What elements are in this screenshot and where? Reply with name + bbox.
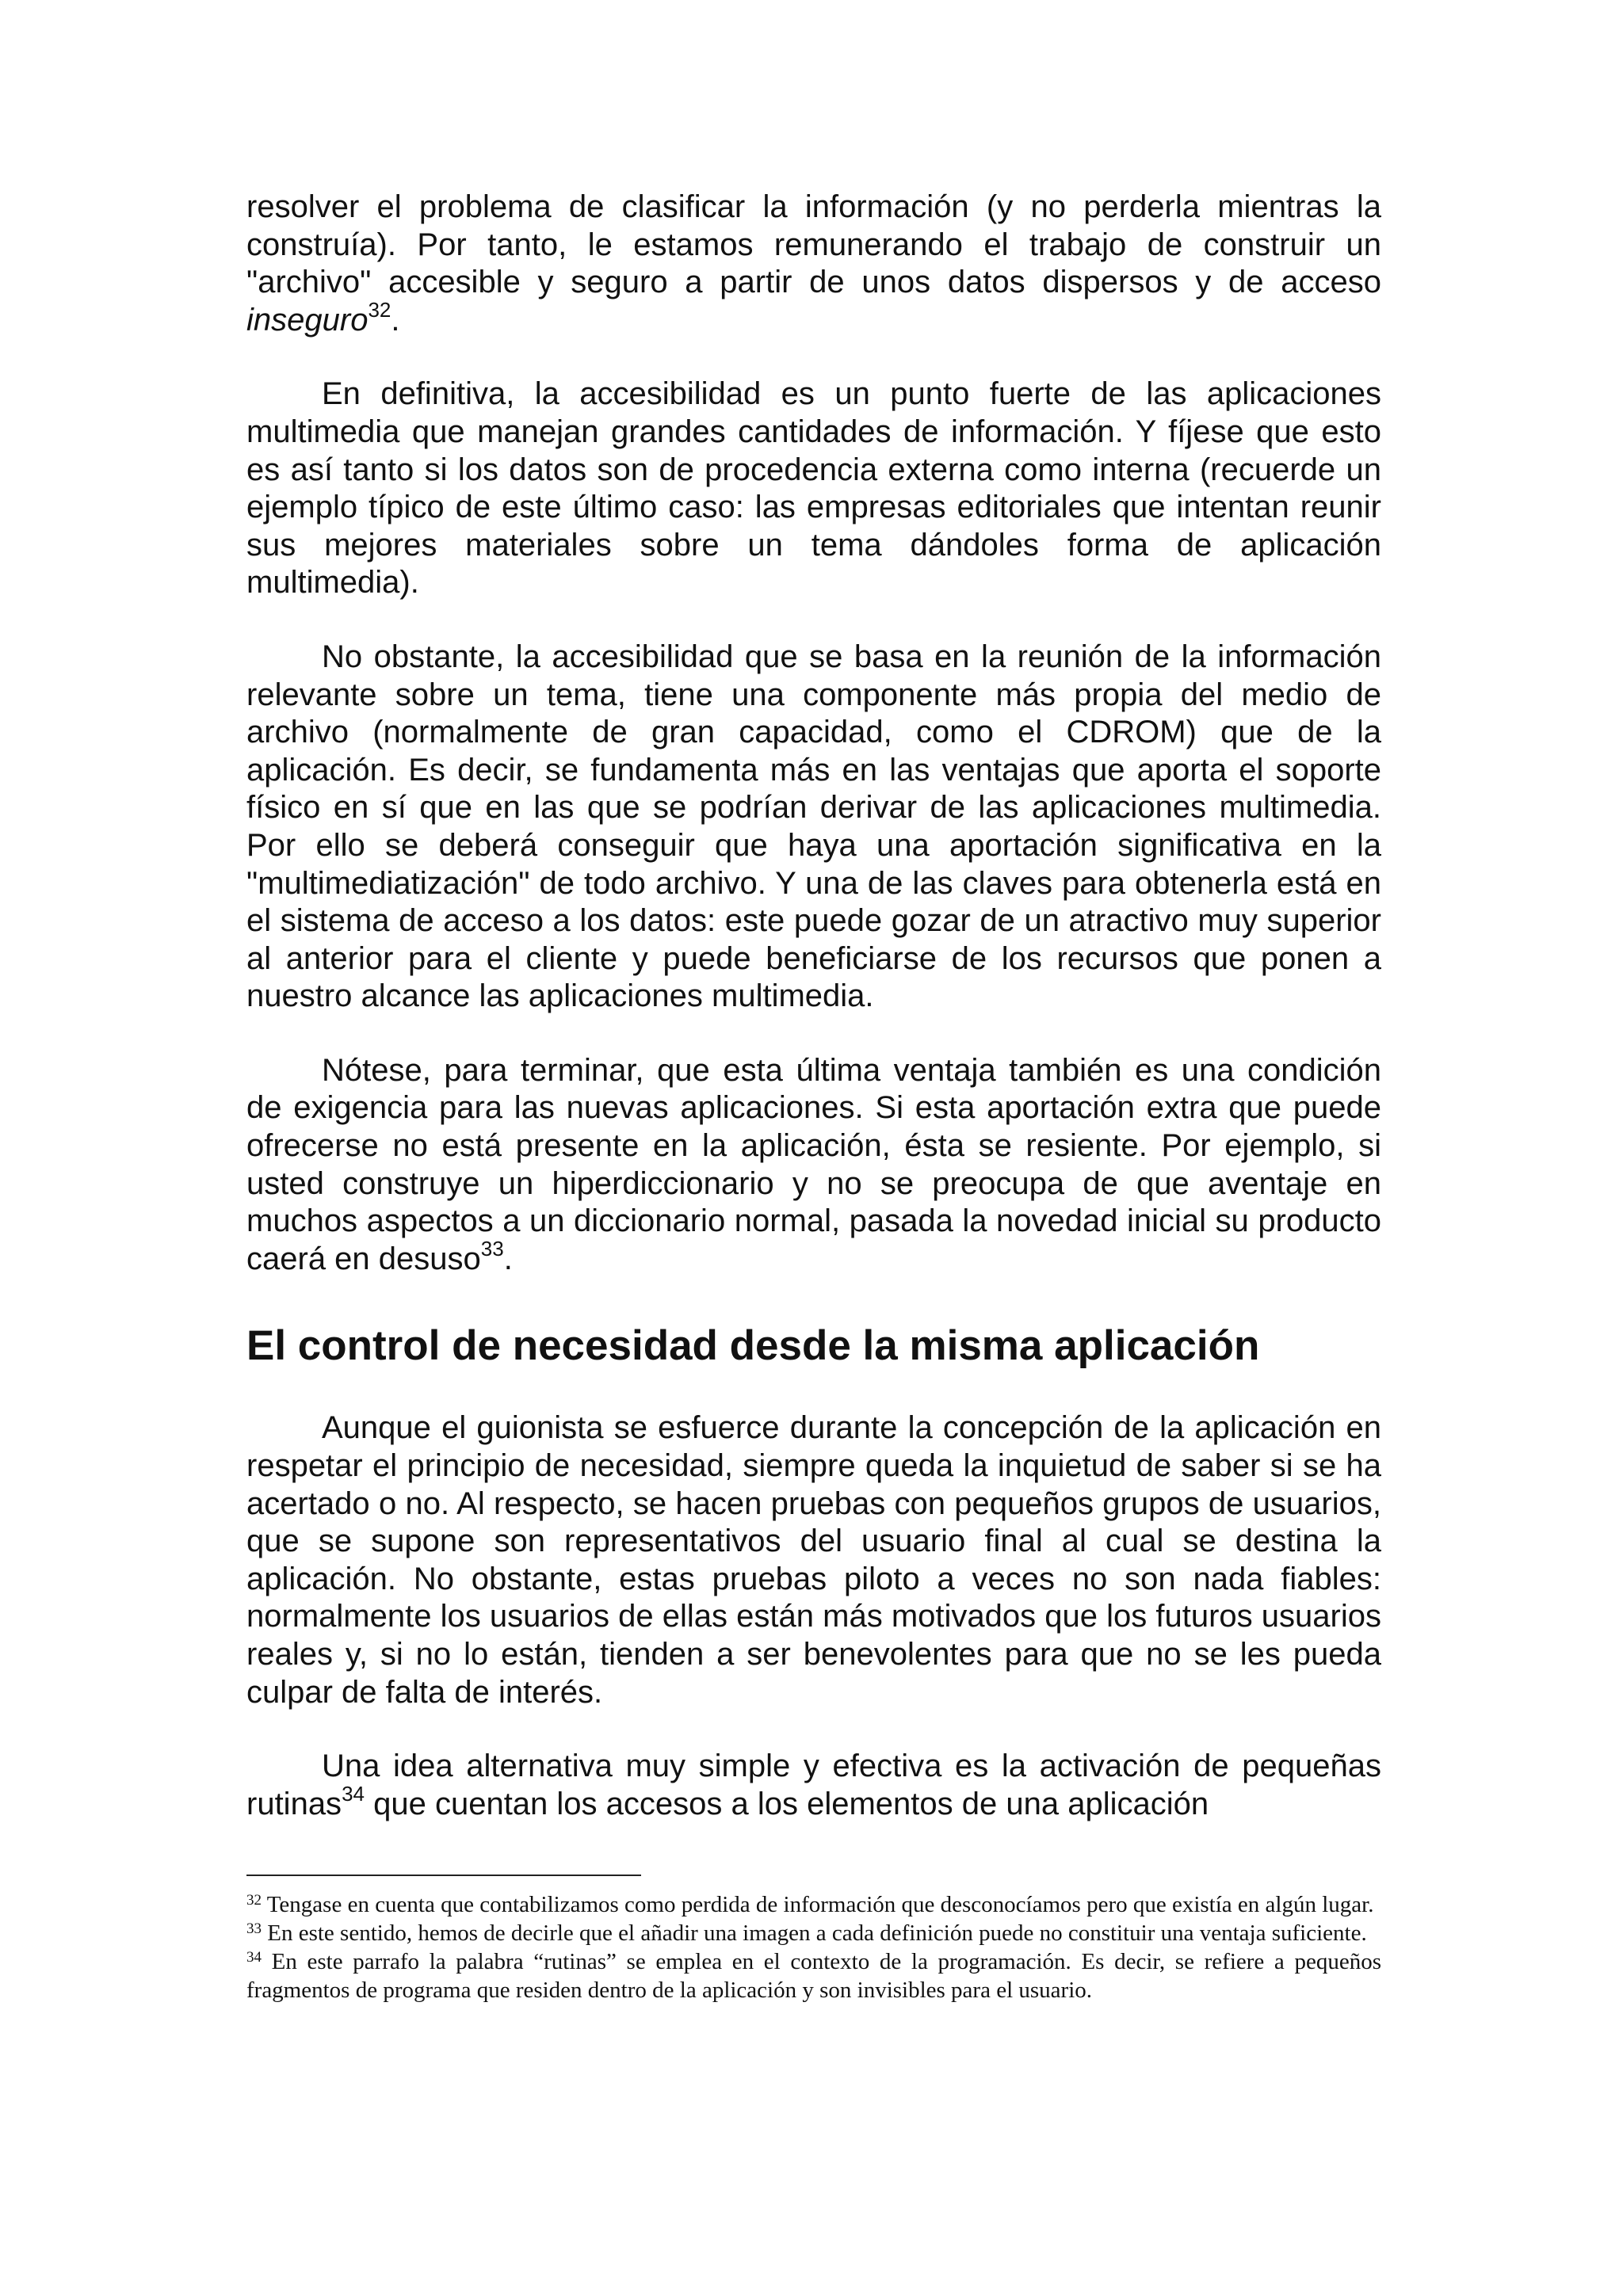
footnote-33 bbox=[246, 1919, 1381, 1947]
footnote-number: 34 bbox=[246, 1949, 262, 1966]
paragraph-6 bbox=[246, 1748, 1381, 1823]
footnote-ref-33[interactable]: 33 bbox=[480, 1236, 504, 1261]
page-body bbox=[246, 189, 1381, 1823]
paragraph-1-end: . bbox=[391, 302, 400, 338]
paragraph-4 bbox=[246, 1052, 1381, 1279]
paragraph-5: Aunque el guionista se esfuerce durante la concepción de la aplicación en respetar el principio de necesidad, siempre queda la inquietud de saber si se ha acertado o no. Al respecto, se hacen pruebas con pequeños grupos de usuarios, que se supone son representativos del usuario final al cual se destina la aplicación. No obstante, estas pruebas piloto a veces no son nada fiables: normalmente los usuarios de ellas están más motivados que los futuros usuarios reales y, si no lo están, tienden a ser benevolentes para que no se les pueda culpar de falta de interés. bbox=[246, 1410, 1381, 1710]
footnotes bbox=[246, 1890, 1381, 2004]
footnote-text: En este sentido, hemos de decirle que el añadir una imagen a cada definición puede no constituir una ventaja suficiente. bbox=[262, 1920, 1367, 1946]
paragraph-1-italic: inseguro bbox=[246, 302, 369, 338]
paragraph-4-end: . bbox=[503, 1241, 513, 1276]
footnote-separator bbox=[246, 1875, 641, 1876]
paragraph-1-text: resolver el problema de clasificar la información (y no perderla mientras la construía). Por tanto, le estamos remunerando el trabajo de construir un "archivo" accesible y seguro a partir de unos datos dispersos y de acceso bbox=[246, 189, 1381, 300]
footnote-32 bbox=[246, 1890, 1381, 1919]
paragraph-4-text: Nótese, para terminar, que esta última ventaja también es una condición de exigencia para las nuevas aplicaciones. Si esta aportación extra que puede ofrecerse no está presente en la aplicación, ésta se resiente. Por ejemplo, si usted construye un hiperdiccionario y no se preocupa de que aventaje en muchos aspectos a un diccionario normal, pasada la novedad inicial su producto caerá en desuso bbox=[246, 1052, 1381, 1276]
footnote-ref-32[interactable]: 32 bbox=[368, 297, 391, 322]
paragraph-6-text: Una idea alternativa muy simple y efectiva es la activación de pequeñas rutinas bbox=[246, 1749, 1381, 1821]
paragraph-6-text-end: que cuentan los accesos a los elementos de una aplicación bbox=[364, 1786, 1209, 1821]
footnote-number: 33 bbox=[246, 1920, 262, 1937]
footnote-text: En este parrafo la palabra “rutinas” se emplea en el contexto de la programación. Es decir, se refiere a pequeños fragmentos de programa que residen dentro de la aplicación y son invisibles para el usuario. bbox=[246, 1949, 1381, 2003]
footnote-number: 32 bbox=[246, 1892, 262, 1909]
footnote-ref-34[interactable]: 34 bbox=[342, 1781, 365, 1806]
paragraph-2: En definitiva, la accesibilidad es un punto fuerte de las aplicaciones multimedia que manejan grandes cantidades de información. Y fíjese que esto es así tanto si los datos son de procedencia externa como interna (recuerde un ejemplo típico de este último caso: las empresas editoriales que intentan reunir sus mejores materiales sobre un tema dándoles forma de aplicación multimedia). bbox=[246, 376, 1381, 601]
section-heading: El control de necesidad desde la misma aplicación bbox=[246, 1322, 1260, 1370]
paragraph-1 bbox=[246, 189, 1381, 339]
footnote-text: Tengase en cuenta que contabilizamos como perdida de información que desconocíamos pero que existía en algún lugar. bbox=[262, 1892, 1374, 1917]
paragraph-3: No obstante, la accesibilidad que se basa en la reunión de la información relevante sobre un tema, tiene una componente más propia del medio de archivo (normalmente de gran capacidad, como el CDROM) que de la aplicación. Es decir, se fundamenta más en las ventajas que aporta el soporte físico en sí que en las que se podrían derivar de las aplicaciones multimedia. Por ello se deberá conseguir que haya una aportación significativa en la "multimediatización" de todo archivo. Y una de las claves para obtenerla está en el sistema de acceso a los datos: este puede gozar de un atractivo muy superior al anterior para el cliente y puede beneficiarse de los recursos que ponen a nuestro alcance las aplicaciones multimedia. bbox=[246, 639, 1381, 1014]
footnote-34 bbox=[246, 1947, 1381, 2004]
